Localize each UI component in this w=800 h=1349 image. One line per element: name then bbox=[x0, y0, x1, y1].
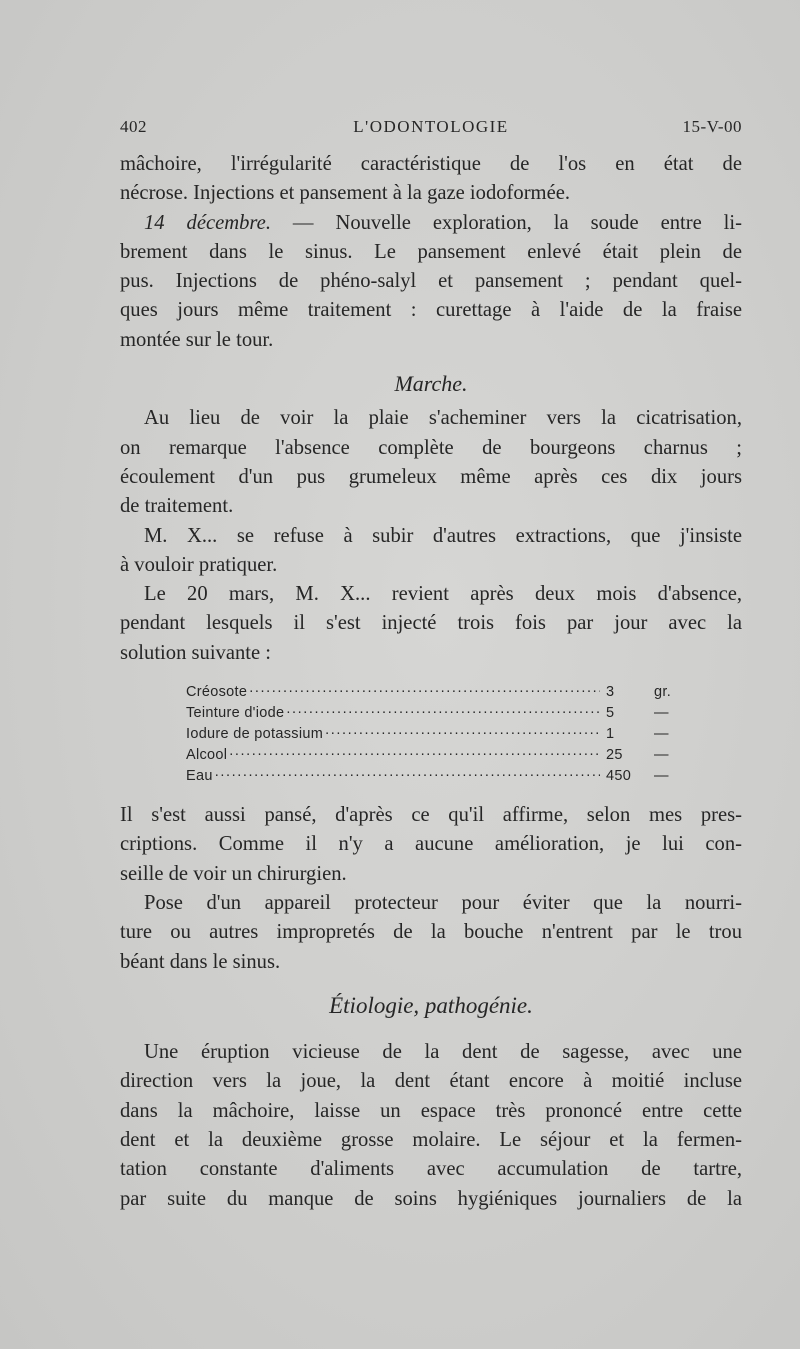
prescription-row bbox=[186, 766, 682, 787]
text-line: dent et la deuxième grosse molaire. Le séjour et la fermen- bbox=[120, 1129, 742, 1152]
text-line: mâchoire, l'irrégularité caractéristique de l'os en état de bbox=[120, 153, 742, 175]
ingredient-unit: — bbox=[654, 768, 669, 785]
issue-date: 15-V-00 bbox=[682, 117, 742, 136]
ingredient-quantity: 25 bbox=[606, 747, 623, 764]
text-line: Au lieu de voir la plaie s'acheminer vers la cicatrisation, bbox=[144, 407, 742, 430]
prescription-row bbox=[186, 724, 682, 745]
dot-leader bbox=[325, 724, 600, 738]
text-line: solution suivante : bbox=[120, 641, 272, 664]
ingredient-name: Teinture d'iode bbox=[186, 705, 285, 722]
text-line: brement dans le sinus. Le pansement enlevé était plein de bbox=[120, 240, 742, 263]
text-line: ture ou autres impropretés de la bouche n'entrent par le trou bbox=[120, 921, 742, 944]
text-line: pendant lesquels il s'est injecté trois fois par jour avec la bbox=[120, 612, 742, 635]
text-line: M. X... se refuse à subir d'autres extractions, que j'insiste bbox=[144, 524, 742, 547]
ingredient-name: Créosote bbox=[186, 684, 248, 701]
text-line: écoulement d'un pus grumeleux même après ces dix jours bbox=[120, 465, 742, 488]
text-line: à vouloir pratiquer. bbox=[120, 553, 278, 576]
dot-leader bbox=[215, 766, 600, 780]
text-line: seille de voir un chirurgien. bbox=[120, 862, 347, 885]
text-line bbox=[120, 209, 742, 238]
text-line: pus. Injections de phéno-salyl et pansement ; pendant quel- bbox=[120, 270, 742, 293]
page-header bbox=[120, 117, 742, 143]
date-label: 14 décembre. bbox=[144, 211, 271, 234]
ingredient-name: Iodure de potassium bbox=[186, 726, 324, 743]
running-title: L'ODONTOLOGIE bbox=[353, 117, 509, 136]
prescription-list bbox=[186, 682, 682, 787]
page-number: 402 bbox=[120, 117, 147, 136]
body-text bbox=[120, 150, 742, 1214]
ingredient-unit: — bbox=[654, 726, 669, 743]
text-line: Le 20 mars, M. X... revient après deux mois d'absence, bbox=[144, 583, 742, 606]
text-line: tation constante d'aliments avec accumulation de tartre, bbox=[120, 1158, 742, 1181]
text-line: dans la mâchoire, laisse un espace très prononcé entre cette bbox=[120, 1099, 742, 1122]
ingredient-quantity: 1 bbox=[606, 726, 615, 743]
ingredient-unit: — bbox=[654, 747, 669, 764]
ingredient-unit: gr. bbox=[654, 684, 672, 701]
text-line: par suite du manque de soins hygiéniques journaliers de la bbox=[120, 1187, 742, 1210]
ingredient-quantity: 3 bbox=[606, 684, 615, 701]
prescription-row bbox=[186, 703, 682, 724]
ingredient-quantity: 5 bbox=[606, 705, 615, 722]
text-line: on remarque l'absence complète de bourgeons charnus ; bbox=[120, 436, 742, 459]
prescription-row bbox=[186, 682, 682, 703]
text-line: Pose d'un appareil protecteur pour éviter que la nourri- bbox=[144, 891, 742, 914]
text-line: direction vers la joue, la dent étant encore à moitié incluse bbox=[120, 1070, 742, 1093]
ingredient-quantity: 450 bbox=[606, 768, 632, 785]
ingredient-name: Eau bbox=[186, 768, 213, 785]
text-line: Il s'est aussi pansé, d'après ce qu'il affirme, selon mes pres- bbox=[120, 804, 742, 827]
ingredient-name: Alcool bbox=[186, 747, 228, 764]
ingredient-unit: — bbox=[654, 705, 669, 722]
text-line: béant dans le sinus. bbox=[120, 950, 281, 973]
section-heading-etiologie: Étiologie, pathogénie. bbox=[329, 992, 533, 1018]
dot-leader bbox=[249, 682, 600, 696]
text-fragment: — Nouvelle exploration, la soude entre li- bbox=[270, 211, 742, 234]
section-heading-marche: Marche. bbox=[394, 371, 468, 397]
dot-leader bbox=[229, 745, 600, 759]
text-line: nécrose. Injections et pansement à la gaze iodoformée. bbox=[120, 182, 571, 205]
text-line: de traitement. bbox=[120, 495, 234, 518]
prescription-row bbox=[186, 745, 682, 766]
text-line: Une éruption vicieuse de la dent de sagesse, avec une bbox=[144, 1041, 742, 1064]
dot-leader bbox=[286, 703, 600, 717]
text-line: ques jours même traitement : curettage à l'aide de la fraise bbox=[120, 299, 742, 322]
text-line: montée sur le tour. bbox=[120, 328, 274, 351]
text-line: criptions. Comme il n'y a aucune amélioration, je lui con- bbox=[120, 833, 742, 856]
